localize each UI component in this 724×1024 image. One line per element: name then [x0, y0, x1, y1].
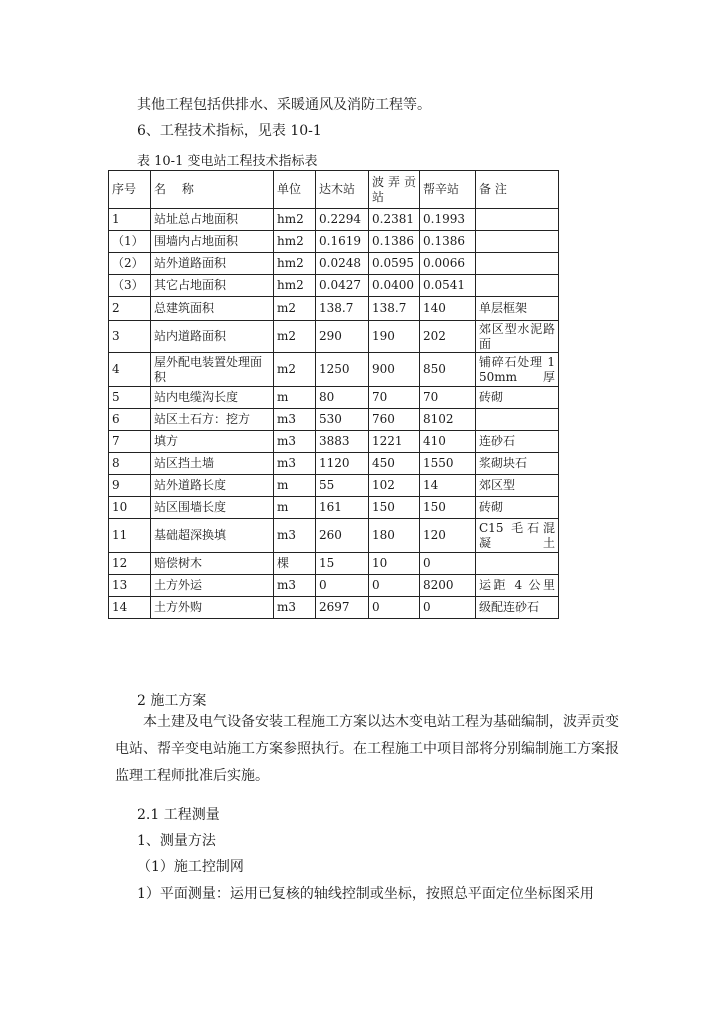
table-cell-0: （3）	[109, 275, 151, 297]
intro-line: 其他工程包括供排水、采暖通风及消防工程等。	[137, 97, 431, 113]
table-cell-1: 围墙内占地面积	[151, 231, 274, 253]
table-cell-6: 砖砌	[476, 387, 559, 409]
table-cell-3: 0.0427	[316, 275, 369, 297]
table-header-cell-0: 序号	[109, 171, 151, 209]
table-cell-1: 站外道路面积	[151, 253, 274, 275]
table-cell-3: 2697	[316, 597, 369, 619]
table-cell-1: 站址总占地面积	[151, 209, 274, 231]
table-header-cell-5: 帮辛站	[420, 171, 476, 209]
table-cell-5: 0.1993	[420, 209, 476, 231]
table-cell-5: 140	[420, 297, 476, 321]
table-cell-4: 0.1386	[369, 231, 420, 253]
table-cell-6: 级配连砂石	[476, 597, 559, 619]
table-cell-4: 450	[369, 453, 420, 475]
table-cell-0: 14	[109, 597, 151, 619]
table-cell-5: 120	[420, 519, 476, 553]
table-row	[109, 475, 559, 497]
table-cell-0: 1	[109, 209, 151, 231]
table-row	[109, 597, 559, 619]
table-cell-1: 站外道路长度	[151, 475, 274, 497]
table-cell-3: 260	[316, 519, 369, 553]
table-cell-6: 郊区型水泥路面	[476, 321, 559, 353]
table-cell-2: 棵	[274, 553, 316, 575]
table-cell-6	[476, 409, 559, 431]
table-cell-5: 202	[420, 321, 476, 353]
table-cell-4: 190	[369, 321, 420, 353]
table-cell-6: 砖砌	[476, 497, 559, 519]
table-cell-0: 10	[109, 497, 151, 519]
table-row	[109, 353, 559, 387]
table-cell-2: hm2	[274, 231, 316, 253]
table-cell-2: m3	[274, 431, 316, 453]
table-cell-3: 0.0248	[316, 253, 369, 275]
table-cell-6	[476, 231, 559, 253]
table-cell-5: 70	[420, 387, 476, 409]
table-cell-4: 180	[369, 519, 420, 553]
table-cell-5: 150	[420, 497, 476, 519]
indicators-table	[108, 170, 559, 619]
table-cell-4: 0.2381	[369, 209, 420, 231]
table-cell-0: （2）	[109, 253, 151, 275]
table-cell-2: hm2	[274, 253, 316, 275]
table-cell-5: 8102	[420, 409, 476, 431]
table-cell-0: 11	[109, 519, 151, 553]
section-2-paragraph-text: 本土建及电气设备安装工程施工方案以达木变电站工程为基础编制，波弄贡变电站、帮辛变电站施工方案参照执行。在工程施工中项目部将分别编制施工方案报监理工程师批准后实施。	[115, 714, 619, 784]
table-cell-5: 0.1386	[420, 231, 476, 253]
table-cell-6	[476, 209, 559, 231]
table-cell-4: 1221	[369, 431, 420, 453]
table-cell-6: 郊区型	[476, 475, 559, 497]
table-cell-4: 102	[369, 475, 420, 497]
table-cell-3: 0	[316, 575, 369, 597]
table-header-cell-4: 波弄贡站	[369, 171, 420, 209]
table-row	[109, 253, 559, 275]
table-cell-4: 0.0400	[369, 275, 420, 297]
table-cell-6	[476, 275, 559, 297]
table-cell-2: m2	[274, 297, 316, 321]
table-header-row	[109, 171, 559, 209]
table-cell-6: 运距 4 公里	[476, 575, 559, 597]
table-cell-5: 0.0541	[420, 275, 476, 297]
table-cell-1: 站区围墙长度	[151, 497, 274, 519]
table-row	[109, 231, 559, 253]
section-2-1-title: 2.1 工程测量	[137, 807, 220, 823]
table-cell-3: 290	[316, 321, 369, 353]
table-cell-6: 单层框架	[476, 297, 559, 321]
table-cell-6: C15 毛石混凝土	[476, 519, 559, 553]
table-cell-3: 0.2294	[316, 209, 369, 231]
table-row	[109, 553, 559, 575]
table-row	[109, 453, 559, 475]
table-row	[109, 519, 559, 553]
table-cell-5: 0	[420, 597, 476, 619]
table-cell-5: 1550	[420, 453, 476, 475]
table-cell-6	[476, 253, 559, 275]
table-header-cell-1: 名 称	[151, 171, 274, 209]
table-cell-4: 900	[369, 353, 420, 387]
table-cell-2: m3	[274, 597, 316, 619]
table-cell-3: 15	[316, 553, 369, 575]
table-cell-1: 土方外购	[151, 597, 274, 619]
table-cell-2: m3	[274, 453, 316, 475]
table-cell-3: 55	[316, 475, 369, 497]
table-cell-5: 8200	[420, 575, 476, 597]
table-cell-1: 站区土石方：挖方	[151, 409, 274, 431]
table-cell-0: 8	[109, 453, 151, 475]
plane-survey-line: 1）平面测量：运用已复核的轴线控制或坐标，按照总平面定位坐标图采用	[137, 886, 594, 902]
table-cell-2: m	[274, 475, 316, 497]
table-cell-3: 3883	[316, 431, 369, 453]
table-cell-1: 站内电缆沟长度	[151, 387, 274, 409]
table-cell-4: 70	[369, 387, 420, 409]
section-2-title: 2 施工方案	[137, 693, 207, 709]
table-cell-0: 2	[109, 297, 151, 321]
table-header-cell-3: 达木站	[316, 171, 369, 209]
table-cell-0: 9	[109, 475, 151, 497]
table-cell-4: 0	[369, 597, 420, 619]
table-cell-0: （1）	[109, 231, 151, 253]
table-cell-6: 铺碎石处理 150mm 厚	[476, 353, 559, 387]
table-cell-0: 3	[109, 321, 151, 353]
table-cell-0: 6	[109, 409, 151, 431]
table-cell-2: m3	[274, 409, 316, 431]
table-cell-2: m	[274, 387, 316, 409]
table-cell-6	[476, 553, 559, 575]
table-cell-1: 其它占地面积	[151, 275, 274, 297]
table-cell-0: 4	[109, 353, 151, 387]
table-cell-1: 土方外运	[151, 575, 274, 597]
measure-method-title: 1、测量方法	[137, 833, 216, 849]
table-cell-3: 1120	[316, 453, 369, 475]
table-cell-4: 150	[369, 497, 420, 519]
table-cell-3: 530	[316, 409, 369, 431]
table-cell-1: 屋外配电装置处理面积	[151, 353, 274, 387]
table-cell-4: 10	[369, 553, 420, 575]
table-cell-1: 站内道路面积	[151, 321, 274, 353]
table-row	[109, 209, 559, 231]
table-cell-1: 站区挡土墙	[151, 453, 274, 475]
table-row	[109, 321, 559, 353]
table-cell-4: 0.0595	[369, 253, 420, 275]
table-row	[109, 497, 559, 519]
table-cell-0: 13	[109, 575, 151, 597]
table-row	[109, 387, 559, 409]
table-cell-1: 赔偿树木	[151, 553, 274, 575]
table-cell-4: 760	[369, 409, 420, 431]
table-cell-6: 浆砌块石	[476, 453, 559, 475]
table-cell-4: 0	[369, 575, 420, 597]
table-cell-3: 138.7	[316, 297, 369, 321]
table-cell-0: 12	[109, 553, 151, 575]
table-cell-5: 0.0066	[420, 253, 476, 275]
table-cell-2: m3	[274, 575, 316, 597]
table-cell-5: 14	[420, 475, 476, 497]
table-cell-2: m3	[274, 519, 316, 553]
table-header-cell-6: 备 注	[476, 171, 559, 209]
table-cell-3: 80	[316, 387, 369, 409]
table-header-cell-2: 单位	[274, 171, 316, 209]
table-cell-3: 0.1619	[316, 231, 369, 253]
table-cell-1: 填方	[151, 431, 274, 453]
table-row	[109, 297, 559, 321]
control-network-title: （1）施工控制网	[137, 859, 244, 875]
indicators-line: 6、工程技术指标，见表 10-1	[137, 123, 322, 139]
table-cell-2: m2	[274, 353, 316, 387]
table-caption: 表 10-1 变电站工程技术指标表	[137, 154, 318, 169]
table-cell-5: 850	[420, 353, 476, 387]
table-cell-3: 161	[316, 497, 369, 519]
table-cell-0: 7	[109, 431, 151, 453]
table-cell-4: 138.7	[369, 297, 420, 321]
table-row	[109, 409, 559, 431]
table-cell-2: hm2	[274, 209, 316, 231]
table-cell-2: m	[274, 497, 316, 519]
table-row	[109, 275, 559, 297]
table-cell-1: 总建筑面积	[151, 297, 274, 321]
table-cell-6: 连砂石	[476, 431, 559, 453]
table-cell-1: 基础超深换填	[151, 519, 274, 553]
section-2-paragraph	[115, 709, 627, 790]
table-cell-2: m2	[274, 321, 316, 353]
table-cell-2: hm2	[274, 275, 316, 297]
table-cell-0: 5	[109, 387, 151, 409]
table-row	[109, 575, 559, 597]
table-row	[109, 431, 559, 453]
table-cell-3: 1250	[316, 353, 369, 387]
table-cell-5: 410	[420, 431, 476, 453]
table-cell-5: 0	[420, 553, 476, 575]
